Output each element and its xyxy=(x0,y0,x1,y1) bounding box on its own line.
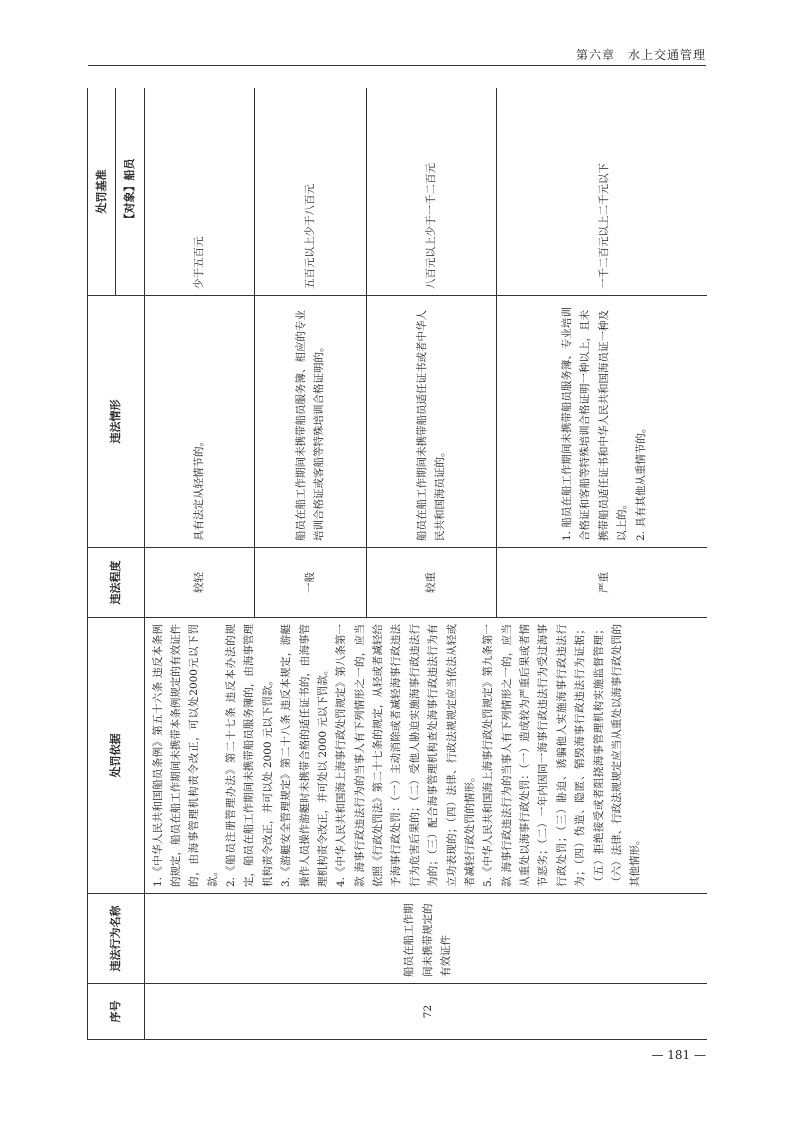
circumstance-light: 具有法定从轻情节的。 xyxy=(144,296,254,548)
basis-item: 3.《游艇安全管理规定》第二十八条 违反本规定，游艇操作人员操作游艇时未携带合格的适任证书的，由海事管理机构责令改正，并可处以 2000 元以下罚款。 xyxy=(280,624,329,887)
header-target: 【对象】船员 xyxy=(116,88,144,296)
penalty-table xyxy=(87,88,707,1040)
header-standard: 处罚基准 xyxy=(88,88,116,296)
table-row xyxy=(144,88,254,1040)
circumstance-general: 船员在船工作期间未携带船员服务簿、相应的专业培训合格证或客船等特殊培训合格证明的。 xyxy=(254,296,366,548)
basis-item: 1.《中华人民共和国船员条例》第五十六条 违反本条例的规定，船员在船工作期间未携带本条例规定的有效证件的，由海事管理机构责令改正，可以处2000元以下罚款。 xyxy=(151,624,219,887)
penalty-severe: 一千二百元以上二千元以下 xyxy=(496,88,707,296)
degree-general: 一般 xyxy=(254,548,366,618)
page-number: — 181 — xyxy=(651,1048,706,1062)
degree-serious: 较重 xyxy=(366,548,496,618)
table-header-row xyxy=(88,88,116,1040)
rotated-table-region xyxy=(87,88,707,1040)
circumstance-serious: 船员在船工作期间未携带船员适任证书或者中华人民共和国海员证的。 xyxy=(366,296,496,548)
violation-name: 船员在船工作期间未携带规定的有效证件 xyxy=(144,894,707,984)
degree-severe: 严重 xyxy=(496,548,707,618)
page-header xyxy=(88,44,706,66)
basis-item: 4.《中华人民共和国海上海事行政处罚规定》第八条第一款 海事行政违法行为的当事人有下列情形之一的，应当依照《行政处罚法》第二十七条的规定，从轻或者减轻给予海事行政处罚：（一）主动消除或者减轻海事行政违法行为危害后果的；（二）受他人胁迫实施海事行政违法行为的；（三）配合海事管理机构查处海事行政违法行为有立功表现的；（四）法律、行政法规规定应当依法从轻或者减轻行政处罚的情形。 xyxy=(335,624,476,887)
header-no: 序号 xyxy=(88,984,145,1040)
penalty-light: 少于五百元 xyxy=(144,88,254,296)
header-act: 违法行为名称 xyxy=(88,894,145,984)
header-basis: 处罚依据 xyxy=(88,618,145,894)
chapter-title: 第六章 水上交通管理 xyxy=(575,48,706,62)
basis-item: 5.《中华人民共和国海上海事行政处罚规定》第九条第一款 海事行政违法行为的当事人有下列情形之一的，应当从重处以海事行政处罚：（一）造成较为严重后果或者情节恶劣；（二）一年内因同一海事行政违法行为受过海事行政处罚；（三）胁迫、诱骗他人实施海事行政违法行为；（四）伪造、隐匿、销毁海事行政违法行为证据；（五）拒绝接受或者阻挠海事管理机构实施监督管理；（六）法律、行政法规规定应当从重处以海事行政处罚的其他情形。 xyxy=(482,624,642,887)
circumstance-severe: 1. 船员在船工作期间未携带船员服务簿、专业培训合格证和客船等特殊培训合格证明一种以上，且未携带船员适任证书和中华人民共和国海员证一种及以上的。 2. 具有其他从重情节的。 xyxy=(496,296,707,548)
penalty-basis xyxy=(144,618,707,894)
penalty-general: 五百元以上少于八百元 xyxy=(254,88,366,296)
basis-item: 2.《船员注册管理办法》第二十七条 违反本办法的规定，船员在船工作期间未携带船员服务簿的，由海事管理机构责令改正，并可以处 2000 元以下罚款。 xyxy=(225,624,274,887)
header-circumstance: 违法情形 xyxy=(88,296,145,548)
row-number: 72 xyxy=(144,984,707,1040)
header-degree: 违法程度 xyxy=(88,548,145,618)
header-rule xyxy=(88,65,706,66)
degree-light: 较轻 xyxy=(144,548,254,618)
penalty-serious: 八百元以上少于一千二百元 xyxy=(366,88,496,296)
